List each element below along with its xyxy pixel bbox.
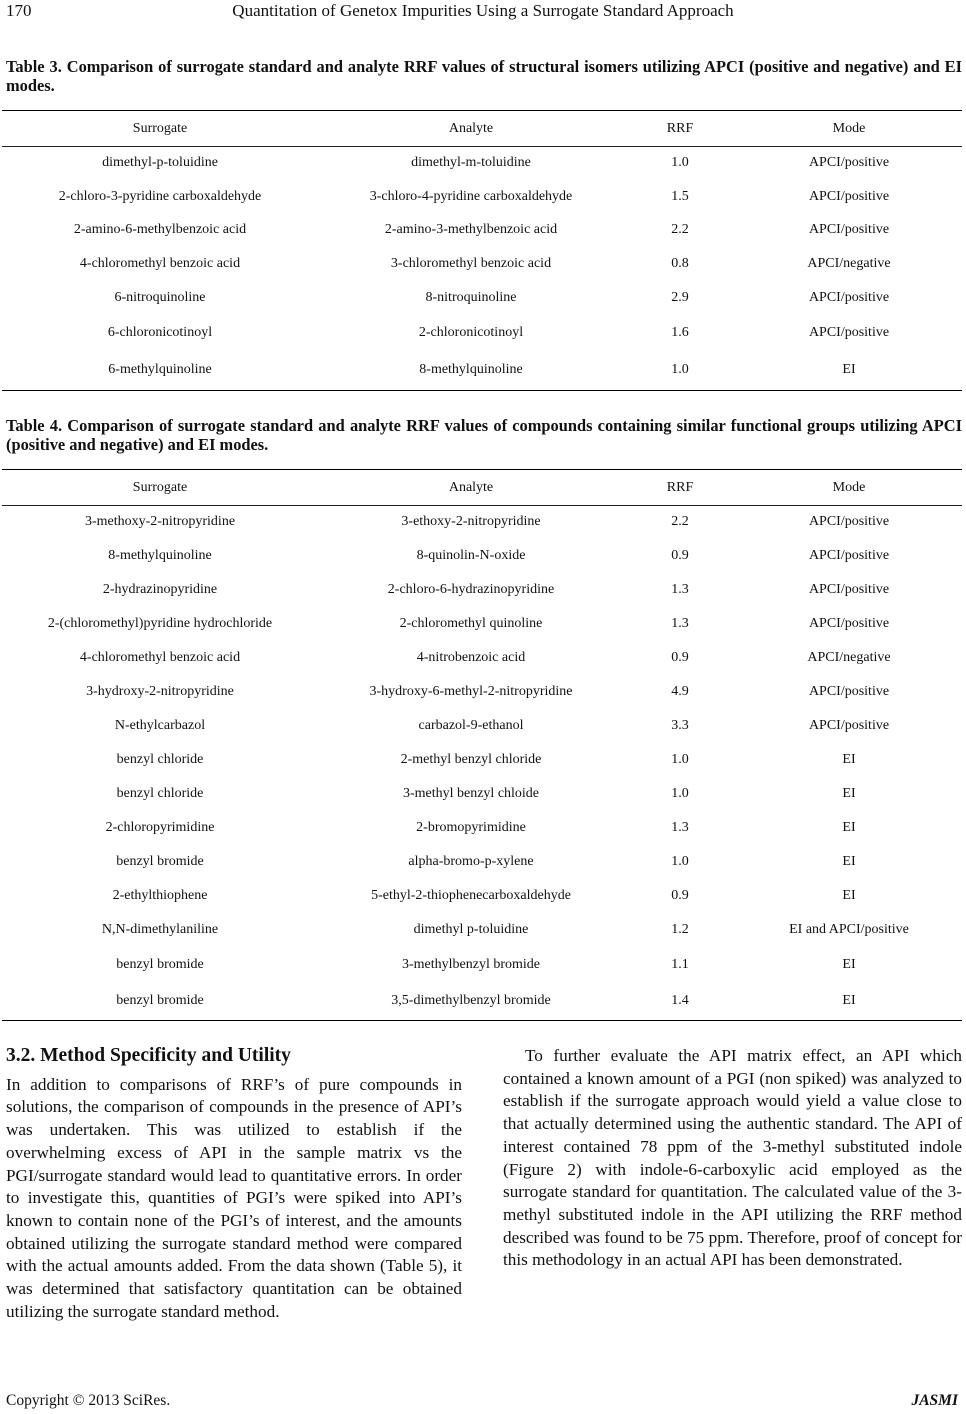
- cell-rrf: 1.3: [671, 582, 689, 597]
- cell-rrf: 1.4: [671, 993, 689, 1008]
- cell-analyte: 8-nitroquinoline: [425, 289, 517, 305]
- journal-name: JASMI: [911, 1392, 958, 1409]
- table4-header-row: [2, 470, 962, 505]
- cell-analyte: 2-chloro-6-hydrazinopyridine: [387, 582, 555, 597]
- cell-mode: APCI/positive: [808, 582, 890, 597]
- cell-mode: EI: [842, 957, 856, 972]
- cell-mode: EI: [842, 993, 856, 1008]
- cell-mode: APCI/negative: [807, 256, 891, 271]
- table-row: [2, 641, 962, 675]
- cell-rrf: 1.5: [671, 188, 689, 204]
- cell-surrogate: N-ethylcarbazol: [114, 718, 206, 733]
- cell-surrogate: 6-nitroquinoline: [114, 289, 206, 305]
- cell-rrf: 1.1: [671, 957, 689, 972]
- cell-surrogate: N,N-dimethylaniline: [101, 922, 219, 937]
- cell-mode: APCI/positive: [808, 324, 890, 340]
- cell-analyte: 5-ethyl-2-thiophenecarboxaldehyde: [371, 888, 571, 903]
- cell-analyte: 2-chloronicotinoyl: [418, 324, 524, 340]
- cell-surrogate: 3-methoxy-2-nitropyridine: [84, 514, 236, 529]
- right-column: [503, 1045, 962, 1272]
- table-row: [2, 213, 962, 247]
- table3-header-row: [2, 111, 962, 146]
- cell-surrogate: 3-hydroxy-2-nitropyridine: [86, 684, 234, 699]
- cell-rrf: 2.2: [671, 514, 689, 529]
- cell-surrogate: dimethyl-p-toluidine: [102, 155, 218, 170]
- cell-surrogate: 2-chloro-3-pyridine carboxaldehyde: [58, 188, 262, 204]
- table4: [2, 470, 962, 1019]
- table-row: [2, 281, 962, 314]
- table3-col-rrf: RRF: [666, 120, 694, 136]
- cell-rrf: 2.2: [671, 222, 689, 237]
- cell-mode: APCI/positive: [808, 718, 890, 733]
- cell-surrogate: 4-chloromethyl benzoic acid: [79, 650, 241, 665]
- table-row: [2, 913, 962, 947]
- table-row: [2, 675, 962, 709]
- cell-analyte: 2-amino-3-methylbenzoic acid: [384, 222, 558, 237]
- cell-rrf: 0.9: [671, 548, 689, 563]
- cell-mode: APCI/positive: [808, 684, 890, 699]
- running-title: Quantitation of Genetox Impurities Using a Surrogate Standard Approach: [232, 1, 734, 20]
- copyright-notice: Copyright © 2013 SciRes.: [6, 1392, 171, 1409]
- cell-analyte: 3-chloro-4-pyridine carboxaldehyde: [369, 188, 573, 204]
- cell-rrf: 1.0: [671, 361, 689, 377]
- cell-mode: EI: [842, 752, 856, 767]
- cell-surrogate: 2-hydrazinopyridine: [102, 582, 218, 597]
- cell-mode: APCI/positive: [808, 289, 890, 305]
- table3-col-analyte: Analyte: [448, 120, 494, 136]
- table-row: [2, 983, 962, 1019]
- cell-analyte: 3-ethoxy-2-nitropyridine: [401, 514, 541, 529]
- cell-surrogate: 2-chloropyrimidine: [105, 820, 215, 835]
- cell-surrogate: 4-chloromethyl benzoic acid: [79, 256, 241, 271]
- cell-surrogate: 6-chloronicotinoyl: [107, 324, 213, 340]
- table-row: [2, 709, 962, 743]
- cell-rrf: 3.3: [671, 718, 689, 733]
- cell-analyte: 4-nitrobenzoic acid: [416, 650, 526, 665]
- table-row: [2, 146, 962, 180]
- table-row: [2, 845, 962, 879]
- cell-analyte: 2-chloromethyl quinoline: [399, 616, 543, 631]
- section-heading: 3.2. Method Specificity and Utility: [6, 1045, 291, 1066]
- cell-mode: APCI/positive: [808, 222, 890, 237]
- table-row: [2, 505, 962, 539]
- cell-analyte: alpha-bromo-p-xylene: [408, 854, 534, 869]
- cell-surrogate: benzyl bromide: [116, 957, 204, 972]
- cell-analyte: dimethyl p-toluidine: [413, 922, 529, 937]
- cell-rrf: 1.3: [671, 820, 689, 835]
- cell-analyte: dimethyl-m-toluidine: [411, 155, 531, 170]
- cell-mode: EI: [842, 854, 856, 869]
- cell-analyte: 3-chloromethyl benzoic acid: [390, 256, 552, 271]
- cell-mode: APCI/positive: [808, 155, 890, 170]
- table4-caption: Table 4. Comparison of surrogate standard and analyte RRF values of compounds containing similar functional groups utilizing APCI (positive and negative) and EI modes.: [6, 416, 962, 454]
- cell-rrf: 1.6: [671, 324, 689, 340]
- table3-col-surrogate: Surrogate: [132, 120, 188, 136]
- cell-mode: EI: [842, 786, 856, 801]
- cell-analyte: 8-quinolin-N-oxide: [416, 548, 526, 563]
- table-row: [2, 539, 962, 573]
- table-row: [2, 351, 962, 388]
- cell-rrf: 4.9: [671, 684, 689, 699]
- cell-analyte: carbazol-9-ethanol: [418, 718, 524, 733]
- cell-rrf: 1.0: [671, 752, 689, 767]
- cell-analyte: 8-methylquinoline: [419, 361, 523, 377]
- table-row: [2, 247, 962, 281]
- cell-analyte: 3-methyl benzyl chloide: [402, 786, 540, 801]
- table4-col-surrogate: Surrogate: [132, 479, 188, 495]
- cell-surrogate: benzyl chloride: [116, 752, 204, 767]
- cell-surrogate: benzyl bromide: [116, 993, 204, 1008]
- cell-surrogate: 6-methylquinoline: [108, 361, 212, 377]
- cell-mode: APCI/positive: [808, 188, 890, 204]
- cell-analyte: 3,5-dimethylbenzyl bromide: [391, 993, 551, 1008]
- table4-col-analyte: Analyte: [448, 479, 494, 495]
- cell-mode: APCI/positive: [808, 616, 890, 631]
- cell-surrogate: 2-(chloromethyl)pyridine hydrochloride: [47, 616, 273, 631]
- table-row: [2, 607, 962, 641]
- table4-col-mode: Mode: [832, 479, 866, 495]
- cell-analyte: 2-methyl benzyl chloride: [400, 752, 542, 767]
- cell-analyte: 2-bromopyrimidine: [416, 820, 526, 835]
- cell-mode: APCI/positive: [808, 514, 890, 529]
- page-number: 170: [6, 1, 32, 20]
- cell-rrf: 2.9: [671, 289, 689, 305]
- cell-mode: EI: [842, 361, 856, 377]
- table3-bottom-rule: [2, 390, 962, 391]
- table-row: [2, 879, 962, 913]
- cell-mode: EI: [842, 820, 856, 835]
- cell-analyte: 3-methylbenzyl bromide: [401, 957, 541, 972]
- table-row: [2, 180, 962, 213]
- left-column: [6, 1045, 462, 1323]
- cell-surrogate: 2-amino-6-methylbenzoic acid: [73, 222, 247, 237]
- cell-rrf: 1.3: [671, 616, 689, 631]
- cell-mode: EI and APCI/positive: [789, 922, 909, 937]
- page-header: [0, 0, 966, 26]
- cell-surrogate: benzyl chloride: [116, 786, 204, 801]
- cell-rrf: 1.0: [671, 155, 689, 170]
- cell-rrf: 1.0: [671, 786, 689, 801]
- cell-surrogate: benzyl bromide: [116, 854, 204, 869]
- table-row: [2, 314, 962, 351]
- cell-rrf: 1.2: [671, 922, 689, 937]
- cell-rrf: 0.8: [671, 256, 689, 271]
- cell-mode: APCI/negative: [807, 650, 891, 665]
- table-row: [2, 811, 962, 845]
- cell-rrf: 0.9: [671, 650, 689, 665]
- table3-caption: Table 3. Comparison of surrogate standard and analyte RRF values of structural isomers utilizing APCI (positive and negative) and EI modes.: [6, 57, 962, 95]
- cell-rrf: 1.0: [671, 854, 689, 869]
- table4-col-rrf: RRF: [666, 479, 694, 495]
- cell-analyte: 3-hydroxy-6-methyl-2-nitropyridine: [369, 684, 573, 699]
- cell-surrogate: 2-ethylthiophene: [112, 888, 208, 903]
- table3-col-mode: Mode: [832, 120, 866, 136]
- table-row: [2, 777, 962, 811]
- table4-bottom-rule: [2, 1020, 962, 1021]
- table-row: [2, 947, 962, 983]
- section-paragraph-2: To further evaluate the API matrix effect, an API which contained a known amount of a PGI (non spiked) was analyzed to establish if the surrogate approach would yield a value close to that actually determined using the authentic standard. The API of interest contained 78 ppm of the 3-methyl substituted indole (Figure 2) with indole-6-carboxylic acid employed as the surrogate standard for quantitation. The calculated value of the 3-methyl substituted indole in the API utilizing the RRF method described was found to be 75 ppm. Therefore, proof of concept for this methodology in an actual API has been demonstrated.: [503, 1046, 962, 1270]
- table-row: [2, 573, 962, 607]
- cell-rrf: 0.9: [671, 888, 689, 903]
- cell-mode: EI: [842, 888, 856, 903]
- cell-surrogate: 8-methylquinoline: [108, 548, 212, 563]
- cell-mode: APCI/positive: [808, 548, 890, 563]
- section-paragraph-1: In addition to comparisons of RRF’s of pure compounds in solutions, the comparison of compounds in the presence of API’s was undertaken. This was utilized to establish if the overwhelming excess of API in the sample matrix vs the PGI/surrogate standard would lead to quantitative errors. In order to investigate this, quantities of PGI’s were spiked into API’s known to contain none of the PGI’s of interest, and the amounts obtained utilizing the surrogate standard method were compared with the actual amounts added. From the data shown (Table 5), it was determined that satisfactory quantitation can be obtained utilizing the surrogate standard method.: [6, 1074, 462, 1321]
- table-row: [2, 743, 962, 777]
- table3: [2, 111, 962, 388]
